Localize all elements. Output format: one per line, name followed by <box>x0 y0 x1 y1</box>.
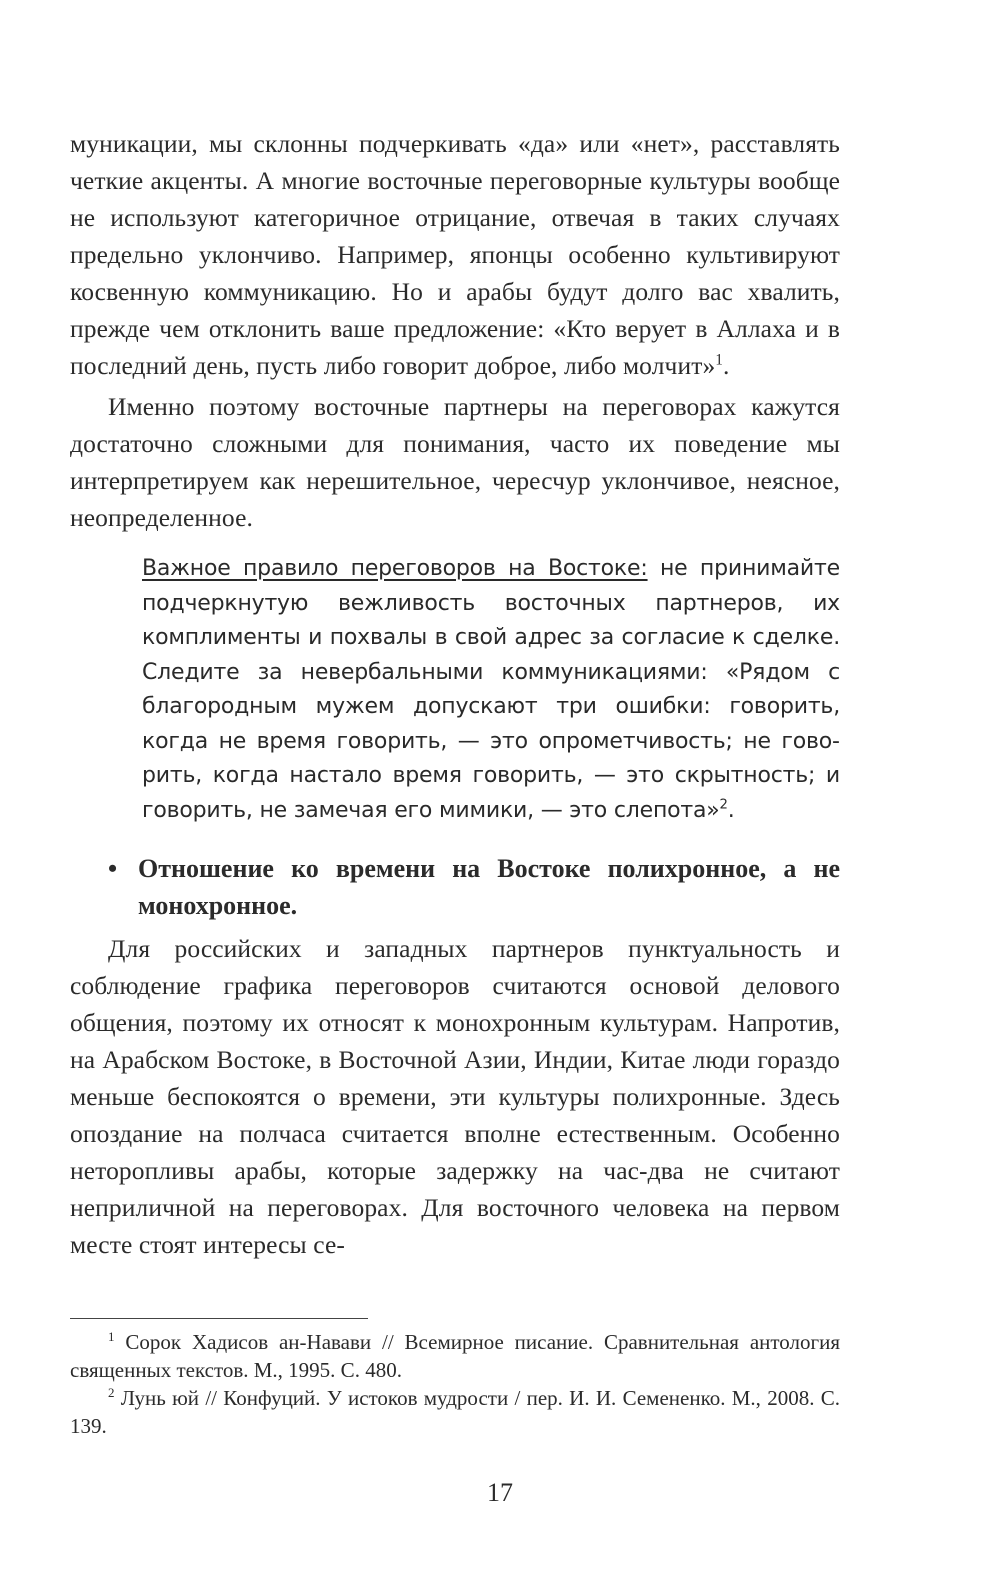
paragraph-1-text: муникации, мы склонны подчеркивать «да» или «нет», расставлять четкие акценты. А многие восточные переговорные культуры вообще не используют категоричное отрицание, отвечая в таких случаях предельно уклончиво. Например, японцы особенно культивируют косвенную коммуникацию. Но и арабы будут долго вас хвалить, прежде чем отклонить ваше предложение: «Кто верует в Аллаха и в последний день, пусть либо говорит доброе, либо молчит» <box>70 129 840 380</box>
footnote-2 <box>70 1384 840 1440</box>
paragraph-1 <box>70 125 840 384</box>
page-number: 17 <box>487 1478 513 1507</box>
footnote-1-number: 1 <box>108 1329 115 1344</box>
paragraph-2: Именно поэтому восточные партнеры на переговорах кажутся достаточно сложными для понимания, часто их поведение мы интерпретируем как нерешительное, чересчур уклончивое, неясное, неопределенное. <box>70 392 840 532</box>
bullet-dot: • <box>108 854 118 883</box>
page-body <box>70 125 840 1263</box>
bullet-heading: Отношение ко времени на Востоке полихронное, а не монохронное. <box>138 854 840 920</box>
rule-box-end: . <box>727 797 735 823</box>
footnote-1 <box>70 1328 840 1384</box>
rule-box <box>70 552 840 828</box>
footnote-1-text: Сорок Хадисов ан-Навави // Всемирное писание. Сравнительная антология священных текстов. М., 1995. С. 480. <box>70 1330 840 1382</box>
footnote-ref-2[interactable]: 2 <box>719 797 728 813</box>
bullet-item <box>70 850 840 924</box>
footnote-2-text: Лунь юй // Конфуций. У истоков мудрости / пер. И. И. Семененко. М., 2008. С. 139. <box>70 1386 840 1438</box>
rule-box-lead: Важное правило переговоров на Востоке: <box>142 556 648 581</box>
footnote-2-number: 2 <box>108 1385 115 1400</box>
rule-box-body: не принимайте подчеркнутую вежливость восточных партнеров, их комплименты и похвалы в свой адрес за согласие к сделке. Следите за невербальными коммуникациями: «Рядом с благородным мужем допускают три ошибки: говорить, когда не время говорить, — это опрометчивость; не говорить, когда настало время говорить, — это скрытность; и говорить, не замечая его мимики, — это слепота» <box>142 556 840 823</box>
paragraph-3: Для российских и западных партнеров пунктуальность и соблюдение графика переговоров считаются основой делового общения, поэтому их относят к монохронным культурам. Напротив, на Арабском Востоке, в Восточной Азии, Индии, Китае люди гораздо меньше беспокоятся о времени, эти культуры полихронные. Здесь опоздание на полчаса считается вполне естественным. Особенно неторопливы арабы, которые задержку на час-два не считают неприличной на переговорах. Для восточного человека на первом месте стоят интересы се- <box>70 934 840 1259</box>
footnotes <box>70 1328 840 1440</box>
footnote-ref-1[interactable]: 1 <box>715 351 724 369</box>
footnote-separator <box>70 1318 368 1319</box>
paragraph-1-end: . <box>723 351 730 380</box>
